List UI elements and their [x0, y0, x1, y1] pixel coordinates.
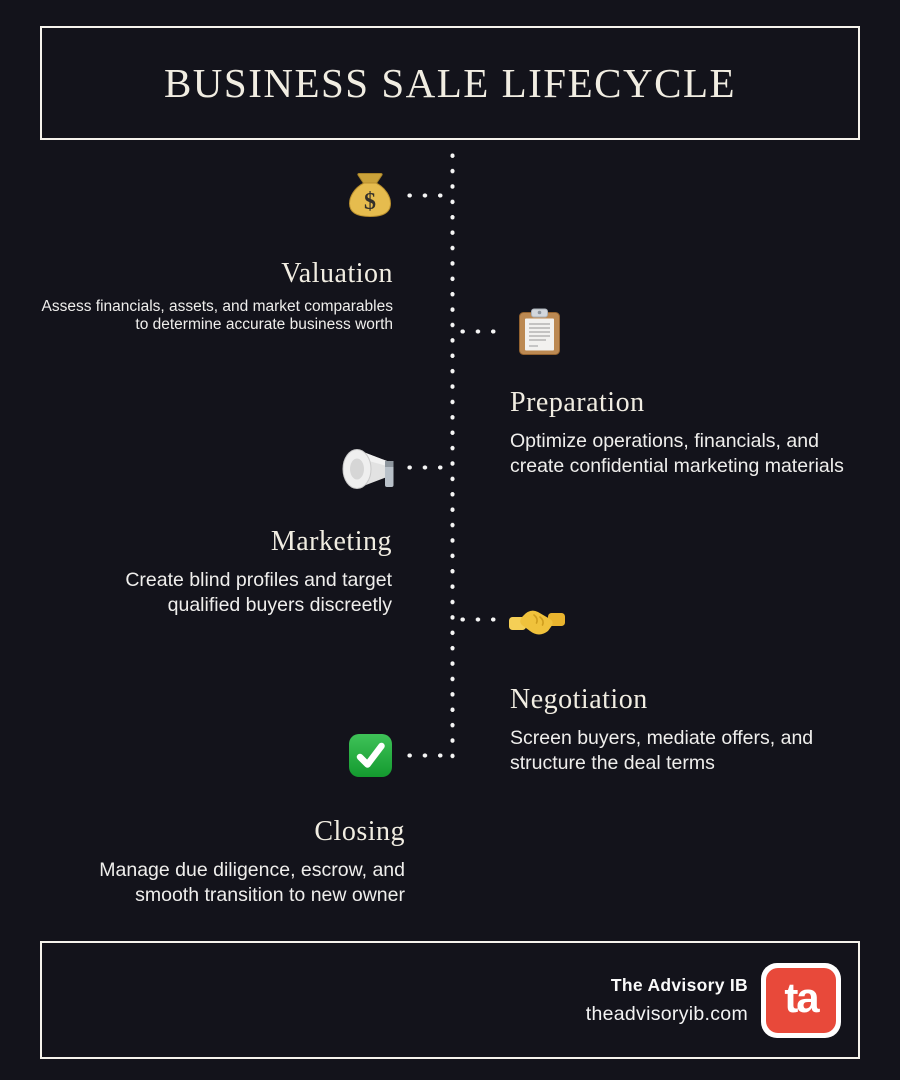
logo-text: ta [784, 974, 818, 1021]
stage-description [510, 429, 844, 480]
stage-description-line: qualified buyers discreetly [167, 594, 392, 617]
stage-marketing [125, 526, 392, 619]
handshake-icon [509, 602, 565, 640]
money-bag-icon [347, 172, 393, 218]
stage-title: Preparation [510, 387, 645, 418]
stage-description-line: Manage due diligence, escrow, and [99, 859, 405, 881]
stage-description-line: smooth transition to new owner [135, 884, 405, 907]
footer-box [40, 941, 860, 1059]
stage-title: Valuation [281, 258, 393, 289]
stage-closing [99, 816, 405, 909]
stage-description-line: Create blind profiles and target [125, 569, 392, 591]
stage-description [42, 298, 394, 333]
stage-preparation [510, 387, 844, 480]
connector-negotiation [455, 617, 503, 622]
connector-marketing [402, 465, 450, 470]
header-box [40, 26, 860, 140]
stage-title: Closing [314, 816, 405, 847]
stage-description-line: create confidential marketing materials [510, 455, 844, 478]
stage-description-line: to determine accurate business worth [135, 315, 393, 333]
stage-description-line: Screen buyers, mediate offers, and [510, 727, 814, 749]
brand-logo [761, 963, 841, 1038]
stage-title: Negotiation [510, 684, 648, 715]
connector-preparation [455, 329, 503, 334]
svg-text:$: $ [364, 189, 376, 215]
stage-description-line: Optimize operations, financials, and [510, 430, 819, 452]
stage-description-line: structure the deal terms [510, 752, 715, 775]
timeline-dotted-line [450, 148, 455, 764]
stage-title: Marketing [270, 526, 392, 557]
stage-description-line: Assess financials, assets, and market comparables [41, 298, 393, 315]
stage-negotiation [510, 684, 813, 777]
check-mark-icon [348, 733, 393, 778]
clipboard-icon [518, 308, 561, 356]
connector-closing [402, 753, 450, 758]
stage-description [510, 726, 813, 777]
brand-name: The Advisory IB [610, 974, 748, 995]
stage-valuation [42, 258, 394, 333]
megaphone-icon [342, 446, 396, 490]
footer-text [586, 975, 748, 1026]
stage-description [99, 858, 405, 909]
brand-logo-badge [766, 968, 836, 1033]
page-title: BUSINESS SALE LIFECYCLE [163, 60, 737, 106]
connector-valuation [402, 193, 450, 198]
website-url: theadvisoryib.com [585, 1002, 748, 1025]
stage-description [125, 568, 392, 619]
